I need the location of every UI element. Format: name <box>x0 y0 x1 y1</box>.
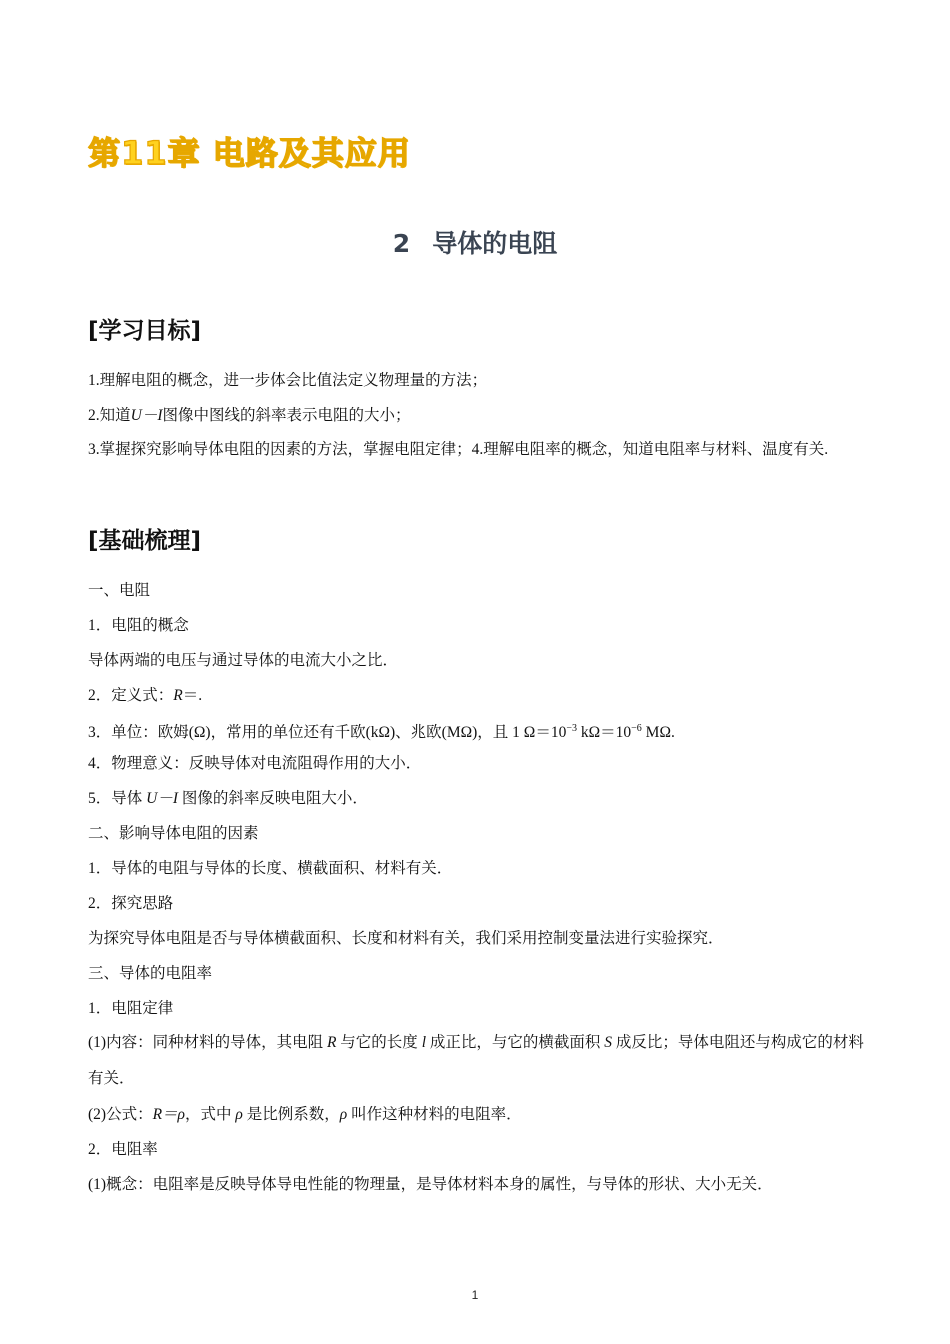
item-3-1-1-S: S <box>604 1034 613 1051</box>
item-2-1: 1．导体的电阻与导体的长度、横截面积、材料有关． <box>88 860 453 877</box>
item-3-1-1-R: R <box>326 1034 337 1051</box>
goal-2-suffix: 图像中图线的斜率表示电阻的大小； <box>162 407 411 424</box>
item-1-5-prefix: 5．导体 <box>88 790 147 807</box>
section-2-heading: 二、影响导体电阻的因素 <box>88 825 259 842</box>
item-1-1: 1．电阻的概念 <box>88 617 189 634</box>
item-3-1-1-l: l <box>421 1034 426 1051</box>
item-3-1: 1．电阻定律 <box>88 1000 174 1017</box>
item-3-2-1: (1)概念：电阻率是反映导体导电性能的物理量，是导体材料本身的属性，与导体的形状、大小无关． <box>88 1176 773 1193</box>
item-1-3 <box>88 718 868 744</box>
item-2-2-text: 为探究导体电阻是否与导体横截面积、长度和材料有关，我们采用控制变量法进行实验探究． <box>88 930 724 947</box>
section-name: 导体的电阻 <box>432 229 558 258</box>
goal-1: 1.理解电阻的概念，进一步体会比值法定义物理量的方法； <box>88 372 488 389</box>
item-3-1-2-label: (2)公式： <box>88 1106 153 1123</box>
section-number: 2 <box>392 229 411 258</box>
section-1-heading: 一、电阻 <box>88 582 151 599</box>
item-3-2: 2．电阻率 <box>88 1141 158 1158</box>
item-1-2 <box>88 685 868 707</box>
section-3-heading: 三、导体的电阻率 <box>88 965 213 982</box>
basics-heading: [基础梳理] <box>88 528 202 554</box>
item-3-1-2-rho: ρ <box>235 1106 243 1123</box>
item-1-5 <box>88 788 868 810</box>
item-1-5-suffix: 图像的斜率反映电阻大小． <box>178 790 368 807</box>
item-1-2-label: 2．定义式： <box>88 687 174 704</box>
item-3-1-1-part-a: (1)内容：同种材料的导体，其电阻 <box>88 1034 327 1051</box>
item-3-1-2-part-b: ，式中 <box>185 1106 236 1123</box>
item-3-1-2 <box>88 1104 868 1126</box>
item-3-1-1-part-c: 成正比，与它的横截面积 <box>426 1034 605 1051</box>
item-1-5-variable: U－I <box>146 790 178 807</box>
goal-2 <box>88 405 868 427</box>
item-1-4: 4．物理意义：反映导体对电流阻碍作用的大小． <box>88 755 422 772</box>
item-1-2-variable: R <box>173 687 183 704</box>
page-number: 1 <box>471 1288 479 1302</box>
item-2-2: 2．探究思路 <box>88 895 174 912</box>
goal-2-prefix: 2.知道 <box>88 407 131 424</box>
item-3-1-1-part-d: 成反比；导体电阻还与构成它的材料有关． <box>88 1034 864 1087</box>
item-3-1-2-rho-2: ρ <box>339 1106 348 1123</box>
item-3-1-1-part-b: 与它的长度 <box>336 1034 422 1051</box>
goal-3: 3.掌握探究影响导体电阻的因素的方法，掌握电阻定律；4.理解电阻率的概念，知道电阻率与材料、温度有关. <box>88 441 829 458</box>
item-1-1-text: 导体两端的电压与通过导体的电流大小之比． <box>88 652 399 669</box>
chapter-title: 第11章 电路及其应用 <box>88 134 411 172</box>
item-3-1-2-part-c: 是比例系数， <box>242 1106 340 1123</box>
item-1-3-part-a: 3．单位：欧姆(Ω)，常用的单位还有千欧(kΩ)、兆欧(MΩ)，且 1 Ω＝10 <box>88 724 567 742</box>
item-1-3-part-c: MΩ. <box>641 724 675 742</box>
goals-heading: [学习目标] <box>88 318 202 344</box>
item-3-1-2-formula: R＝ρ <box>152 1106 185 1123</box>
section-title <box>0 224 950 260</box>
item-3-1-1 <box>88 1025 868 1097</box>
item-1-3-part-b: kΩ＝10 <box>576 724 632 742</box>
item-1-3-exponent-2: −6 <box>631 723 642 734</box>
item-3-1-2-part-d: 叫作这种材料的电阻率． <box>347 1106 522 1123</box>
item-1-2-eq: ＝. <box>182 687 203 704</box>
item-1-3-exponent-1: −3 <box>566 723 577 734</box>
goal-2-variable: U－I <box>130 407 163 424</box>
